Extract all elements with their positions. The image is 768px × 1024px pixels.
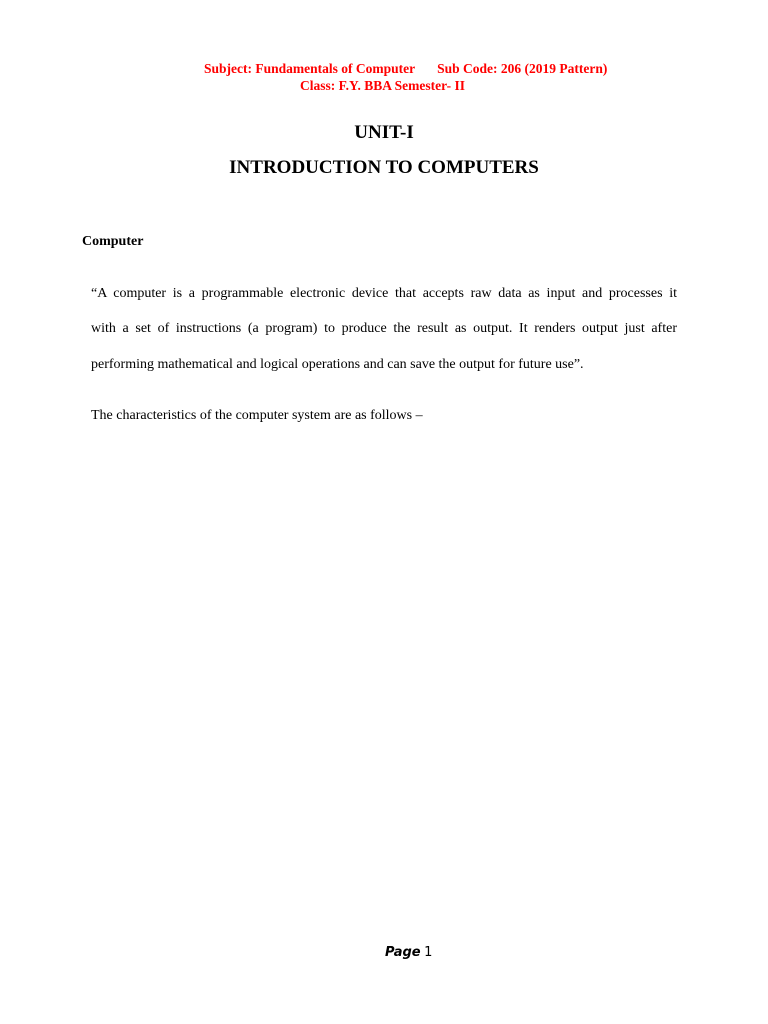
section-heading: Computer [82, 234, 144, 249]
class-header: Class: F.Y. BBA Semester- II [300, 78, 466, 93]
subject-text: Subject: Fundamentals of Computer [204, 61, 416, 76]
page-footer [385, 944, 432, 962]
unit-title: UNIT-I [354, 122, 414, 143]
subject-header [204, 61, 607, 77]
characteristics-intro: The characteristics of the computer system are as follows – [91, 408, 423, 423]
sub-code-text: Sub Code: 206 (2019 Pattern) [437, 61, 608, 76]
page-number: 1 [424, 945, 433, 960]
chapter-title: INTRODUCTION TO COMPUTERS [229, 157, 539, 178]
definition-line: “A computer is a programmable electronic device that accepts raw data as input and processes it [91, 286, 677, 301]
page-label: Page [385, 945, 421, 960]
definition-line: with a set of instructions (a program) to produce the result as output. It renders output just after [91, 321, 677, 336]
definition-line: performing mathematical and logical operations and can save the output for future use”. [91, 357, 584, 372]
